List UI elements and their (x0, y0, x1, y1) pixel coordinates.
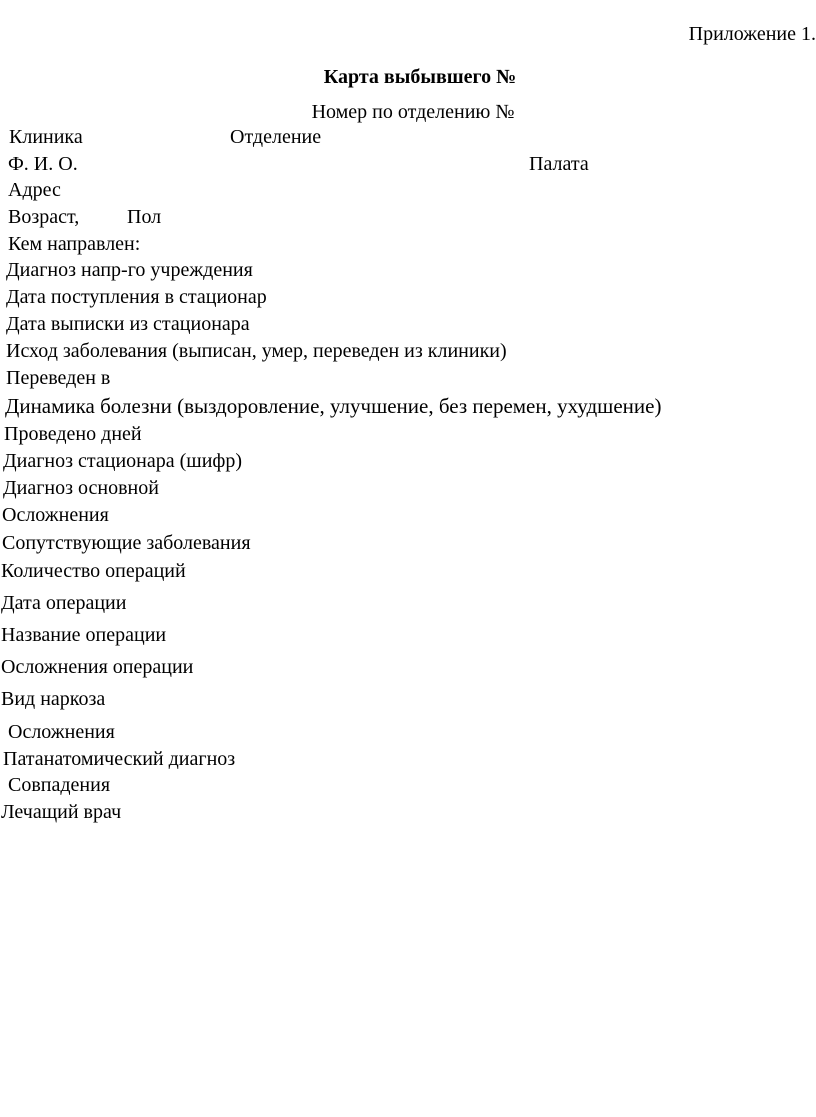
field-clinic: Клиника (9, 126, 83, 148)
field-complications: Осложнения (2, 504, 109, 526)
department-number: Номер по отделению № (311, 101, 515, 123)
field-main-diagnosis: Диагноз основной (3, 477, 159, 499)
field-operations-count: Количество операций (1, 560, 186, 582)
field-sex: Пол (127, 206, 162, 228)
field-referred-by: Кем направлен: (8, 233, 141, 255)
field-hospital-diagnosis: Диагноз стационара (шифр) (3, 450, 243, 472)
field-anesthesia-complications: Осложнения (8, 721, 115, 743)
form-title: Карта выбывшего № (323, 66, 517, 88)
field-age: Возраст, (8, 206, 80, 228)
field-outcome: Исход заболевания (выписан, умер, переведен из клиники) (6, 340, 507, 362)
field-matches: Совпадения (8, 774, 111, 796)
appendix-label: Приложение 1. (688, 23, 816, 45)
field-attending-physician: Лечащий врач (1, 801, 122, 823)
field-operation-complications: Осложнения операции (1, 656, 194, 678)
field-full-name: Ф. И. О. (8, 153, 78, 175)
field-operation-name: Название операции (1, 624, 167, 646)
field-pathoanatomical-diagnosis: Патанатомический диагноз (3, 748, 236, 770)
field-discharge-date: Дата выписки из стационара (6, 313, 250, 335)
field-ward: Палата (529, 153, 589, 175)
field-address: Адрес (8, 179, 61, 201)
field-transferred-to: Переведен в (6, 367, 111, 389)
field-operation-date: Дата операции (1, 592, 127, 614)
field-days-spent: Проведено дней (4, 423, 142, 445)
field-dynamics: Динамика болезни (выздоровление, улучшение, без перемен, ухудшение) (5, 394, 662, 418)
field-referral-diagnosis: Диагноз напр-го учреждения (6, 259, 253, 281)
field-admission-date: Дата поступления в стационар (6, 286, 267, 308)
field-comorbidities: Сопутствующие заболевания (2, 532, 251, 554)
field-department: Отделение (230, 126, 322, 148)
field-anesthesia-type: Вид наркоза (1, 688, 106, 710)
